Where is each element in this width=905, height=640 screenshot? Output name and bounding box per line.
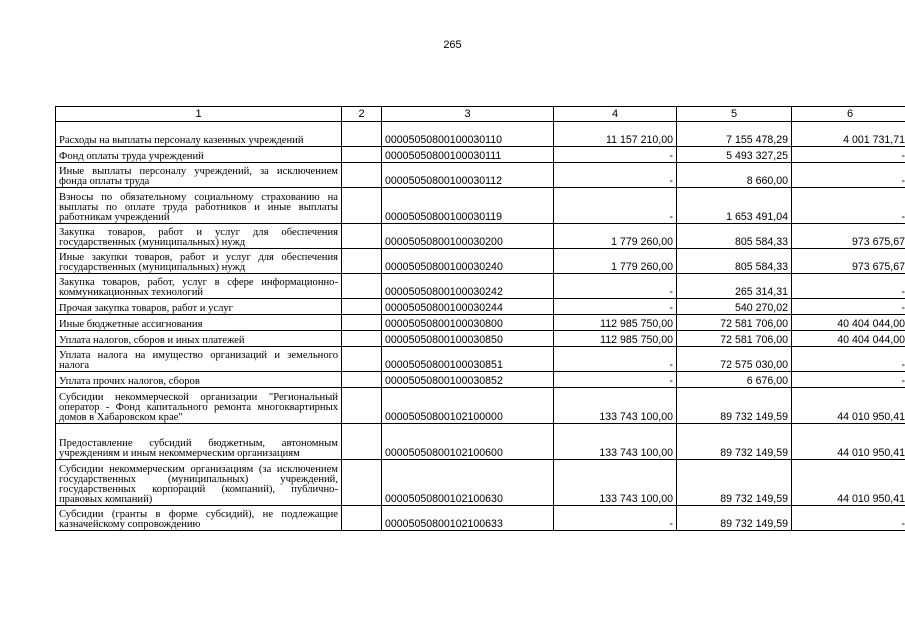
table-row <box>56 249 905 274</box>
page-number: 265 <box>443 39 462 51</box>
row-value-col6: 44 010 950,41 <box>792 460 905 506</box>
row-value-col5: 265 314,31 <box>677 274 792 299</box>
row-name: Взносы по обязательному социальному страхованию на выплаты по оплате труда работников и иные выплаты работникам учреждений <box>56 188 342 224</box>
table-row <box>56 347 905 372</box>
row-name: Закупка товаров, работ, услуг в сфере информационно-коммуникационных технологий <box>56 274 342 299</box>
row-col2 <box>342 388 382 424</box>
row-code: 00005050800100030852 <box>382 372 554 388</box>
row-value-col6: - <box>792 299 905 315</box>
row-col2 <box>342 147 382 163</box>
row-col2 <box>342 122 382 147</box>
row-name: Субсидии (гранты в форме субсидий), не подлежащие казначейскому сопровождению <box>56 506 342 531</box>
row-value-col6: 973 675,67 <box>792 249 905 274</box>
row-code: 00005050800100030110 <box>382 122 554 147</box>
row-value-col4: 133 743 100,00 <box>554 424 677 460</box>
row-value-col6: - <box>792 163 905 188</box>
row-value-col4: - <box>554 299 677 315</box>
row-value-col4: 112 985 750,00 <box>554 315 677 331</box>
row-code: 00005050800100030240 <box>382 249 554 274</box>
row-name: Предоставление субсидий бюджетным, автономным учреждениям и иным некоммерческим организациям <box>56 424 342 460</box>
row-code: 00005050800100030242 <box>382 274 554 299</box>
row-code: 00005050800102100600 <box>382 424 554 460</box>
row-value-col6: - <box>792 274 905 299</box>
table-row <box>56 224 905 249</box>
row-value-col5: 89 732 149,59 <box>677 506 792 531</box>
row-value-col5: 89 732 149,59 <box>677 460 792 506</box>
row-code: 00005050800100030850 <box>382 331 554 347</box>
row-value-col4: 133 743 100,00 <box>554 460 677 506</box>
row-code: 00005050800100030112 <box>382 163 554 188</box>
header-col-3: 3 <box>382 107 554 122</box>
row-value-col5: 89 732 149,59 <box>677 388 792 424</box>
row-value-col4: - <box>554 347 677 372</box>
row-value-col4: 112 985 750,00 <box>554 331 677 347</box>
row-code: 00005050800100030200 <box>382 224 554 249</box>
row-col2 <box>342 163 382 188</box>
budget-table <box>55 106 905 531</box>
row-value-col6: 44 010 950,41 <box>792 424 905 460</box>
table-row <box>56 460 905 506</box>
row-value-col6: - <box>792 347 905 372</box>
row-name: Уплата налога на имущество организаций и земельного налога <box>56 347 342 372</box>
row-name: Иные выплаты персоналу учреждений, за исключением фонда оплаты труда <box>56 163 342 188</box>
row-name: Уплата налогов, сборов и иных платежей <box>56 331 342 347</box>
row-name: Прочая закупка товаров, работ и услуг <box>56 299 342 315</box>
row-col2 <box>342 506 382 531</box>
row-code: 00005050800100030244 <box>382 299 554 315</box>
table-row <box>56 424 905 460</box>
table-row <box>56 274 905 299</box>
row-col2 <box>342 424 382 460</box>
row-value-col4: 1 779 260,00 <box>554 249 677 274</box>
row-code: 00005050800100030800 <box>382 315 554 331</box>
table-row <box>56 315 905 331</box>
row-name: Расходы на выплаты персоналу казенных учреждений <box>56 122 342 147</box>
row-code: 00005050800102100633 <box>382 506 554 531</box>
row-code: 00005050800100030111 <box>382 147 554 163</box>
row-col2 <box>342 372 382 388</box>
row-value-col5: 8 660,00 <box>677 163 792 188</box>
table-row <box>56 188 905 224</box>
table-row <box>56 299 905 315</box>
row-code: 00005050800100030119 <box>382 188 554 224</box>
row-col2 <box>342 188 382 224</box>
row-value-col4: - <box>554 372 677 388</box>
row-value-col6: - <box>792 372 905 388</box>
row-name: Иные бюджетные ассигнования <box>56 315 342 331</box>
row-value-col5: 72 581 706,00 <box>677 315 792 331</box>
row-col2 <box>342 274 382 299</box>
row-value-col6: 40 404 044,00 <box>792 331 905 347</box>
row-value-col6: 4 001 731,71 <box>792 122 905 147</box>
row-code: 00005050800102100000 <box>382 388 554 424</box>
row-col2 <box>342 347 382 372</box>
table-row <box>56 122 905 147</box>
row-name: Субсидии некоммерческим организациям (за исключением государственных (муниципальных) учреждений, государственных корпораций (компаний), публично-правовых компаний) <box>56 460 342 506</box>
row-value-col6: - <box>792 506 905 531</box>
table-row <box>56 147 905 163</box>
row-value-col5: 7 155 478,29 <box>677 122 792 147</box>
row-value-col5: 6 676,00 <box>677 372 792 388</box>
row-value-col4: - <box>554 188 677 224</box>
row-value-col5: 540 270,02 <box>677 299 792 315</box>
row-value-col6: - <box>792 188 905 224</box>
table-row <box>56 163 905 188</box>
row-col2 <box>342 299 382 315</box>
row-value-col5: 72 575 030,00 <box>677 347 792 372</box>
header-col-2: 2 <box>342 107 382 122</box>
row-value-col6: 44 010 950,41 <box>792 388 905 424</box>
row-value-col6: 40 404 044,00 <box>792 315 905 331</box>
row-value-col5: 1 653 491,04 <box>677 188 792 224</box>
row-value-col4: - <box>554 274 677 299</box>
row-col2 <box>342 460 382 506</box>
row-value-col6: - <box>792 147 905 163</box>
table-row <box>56 506 905 531</box>
header-col-1: 1 <box>56 107 342 122</box>
row-value-col5: 72 581 706,00 <box>677 331 792 347</box>
row-col2 <box>342 249 382 274</box>
table-header-row <box>56 107 905 122</box>
row-name: Субсидии некоммерческой организации "Региональный оператор - Фонд капитального ремонта многоквартирных домов в Хабаровском крае" <box>56 388 342 424</box>
row-col2 <box>342 224 382 249</box>
row-code: 00005050800100030851 <box>382 347 554 372</box>
header-col-5: 5 <box>677 107 792 122</box>
row-value-col5: 5 493 327,25 <box>677 147 792 163</box>
row-code: 00005050800102100630 <box>382 460 554 506</box>
row-value-col6: 973 675,67 <box>792 224 905 249</box>
row-value-col4: 1 779 260,00 <box>554 224 677 249</box>
row-col2 <box>342 331 382 347</box>
table-row <box>56 372 905 388</box>
table-row <box>56 331 905 347</box>
row-value-col5: 89 732 149,59 <box>677 424 792 460</box>
row-value-col4: - <box>554 506 677 531</box>
row-name: Закупка товаров, работ и услуг для обеспечения государственных (муниципальных) нужд <box>56 224 342 249</box>
row-name: Иные закупки товаров, работ и услуг для обеспечения государственных (муниципальных) нужд <box>56 249 342 274</box>
row-value-col5: 805 584,33 <box>677 224 792 249</box>
table-row <box>56 388 905 424</box>
row-name: Уплата прочих налогов, сборов <box>56 372 342 388</box>
row-value-col4: 11 157 210,00 <box>554 122 677 147</box>
row-name: Фонд оплаты труда учреждений <box>56 147 342 163</box>
header-col-4: 4 <box>554 107 677 122</box>
row-value-col5: 805 584,33 <box>677 249 792 274</box>
row-col2 <box>342 315 382 331</box>
header-col-6: 6 <box>792 107 905 122</box>
row-value-col4: - <box>554 147 677 163</box>
row-value-col4: 133 743 100,00 <box>554 388 677 424</box>
row-value-col4: - <box>554 163 677 188</box>
